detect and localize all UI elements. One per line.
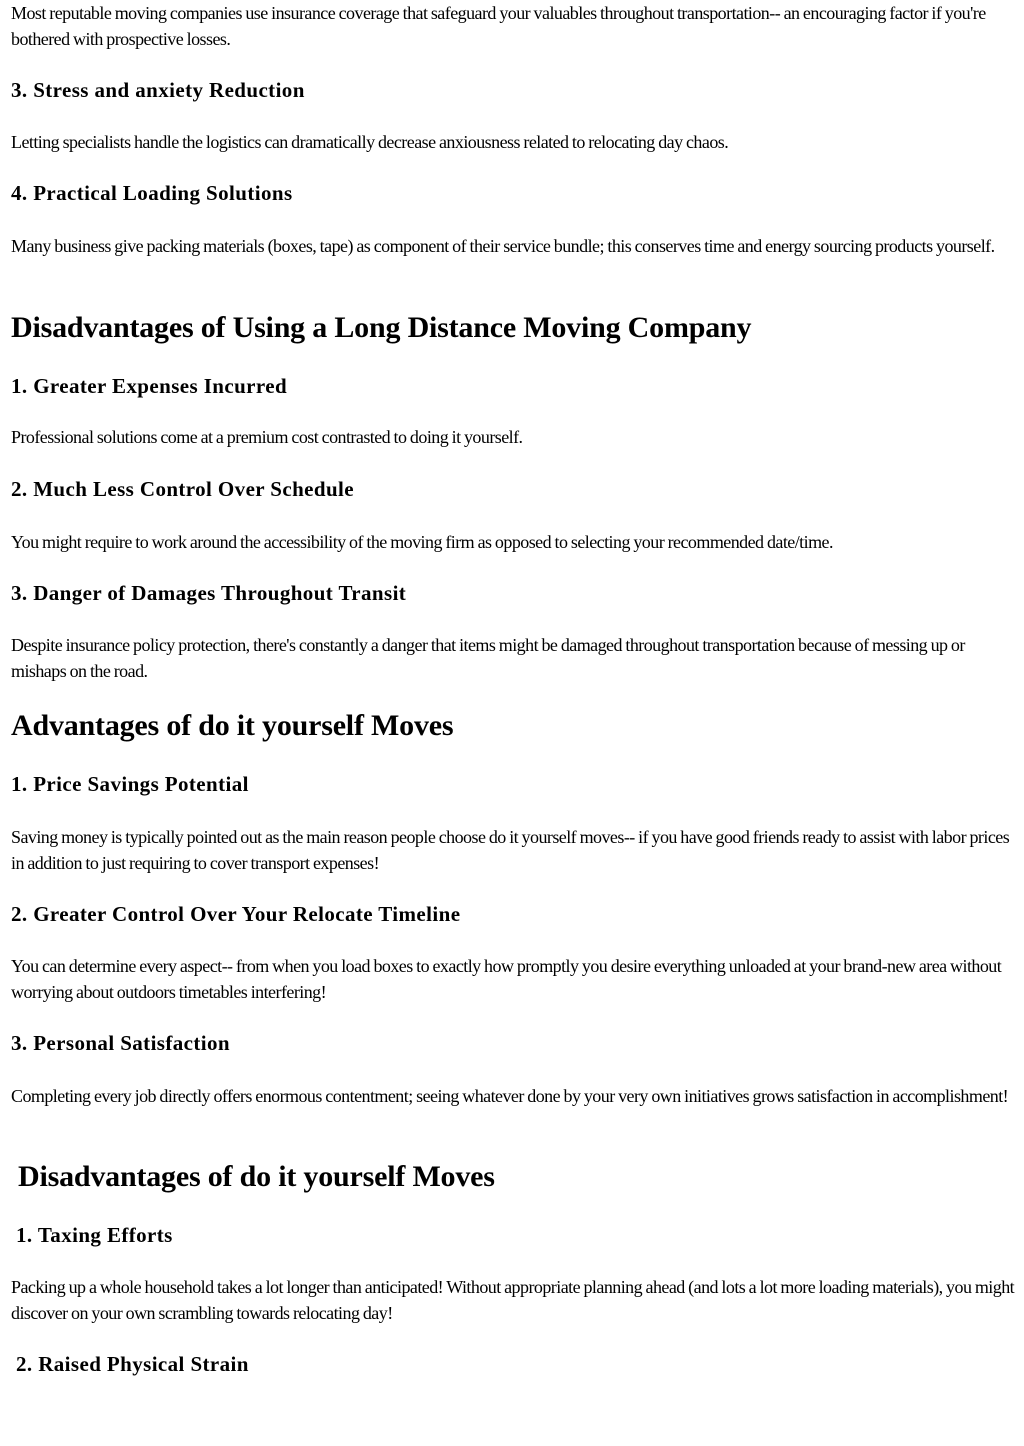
paragraph-price-savings: Saving money is typically pointed out as the main reason people choose do it yourself moves-- if you have good friends ready to assist with labor prices in addition to just requiring to cover transport expenses!	[11, 827, 1010, 873]
paragraph-taxing-efforts: Packing up a whole household takes a lot longer than anticipated! Without appropriate planning ahead (and lots a lot more loading materials), you might discover on your own scrambling towards relocating day!	[11, 1277, 1015, 1323]
heading-physical-strain: 2. Raised Physical Strain	[16, 1352, 249, 1376]
heading-greater-control-timeline: 2. Greater Control Over Your Relocate Timeline	[11, 902, 461, 926]
paragraph-insurance-coverage: Most reputable moving companies use insurance coverage that safeguard your valuables throughout transportation-- an encouraging factor if you're bothered with prospective losses.	[11, 3, 986, 49]
heading-less-control-schedule: 2. Much Less Control Over Schedule	[11, 477, 354, 501]
heading-advantages-diy: Advantages of do it yourself Moves	[11, 709, 454, 742]
paragraph-greater-control-timeline: You can determine every aspect-- from when you load boxes to exactly how promptly you desire everything unloaded at your brand-new area without worrying about outdoors timetables interfering!	[11, 956, 1002, 1002]
heading-stress-reduction: 3. Stress and anxiety Reduction	[11, 78, 305, 102]
paragraph-personal-satisfaction: Completing every job directly offers enormous contentment; seeing whatever done by your very own initiatives grows satisfaction in accomplishment!	[11, 1086, 1009, 1106]
heading-taxing-efforts: 1. Taxing Efforts	[16, 1223, 173, 1247]
paragraph-stress-reduction: Letting specialists handle the logistics can dramatically decrease anxiousness related to relocating day chaos.	[11, 132, 729, 152]
heading-greater-expenses: 1. Greater Expenses Incurred	[11, 374, 288, 398]
paragraph-loading-solutions: Many business give packing materials (boxes, tape) as component of their service bundle; this conserves time and energy sourcing products yourself.	[11, 236, 995, 256]
heading-disadvantages-moving-company: Disadvantages of Using a Long Distance Moving Company	[11, 311, 752, 344]
paragraph-greater-expenses: Professional solutions come at a premium cost contrasted to doing it yourself.	[11, 427, 523, 447]
heading-danger-damages: 3. Danger of Damages Throughout Transit	[11, 581, 407, 605]
heading-disadvantages-diy: Disadvantages of do it yourself Moves	[18, 1160, 495, 1193]
heading-personal-satisfaction: 3. Personal Satisfaction	[11, 1031, 231, 1055]
paragraph-danger-damages: Despite insurance policy protection, there's constantly a danger that items might be damaged throughout transportation because of messing up or mishaps on the road.	[11, 635, 965, 681]
heading-price-savings: 1. Price Savings Potential	[11, 772, 249, 796]
paragraph-less-control-schedule: You might require to work around the accessibility of the moving firm as opposed to selecting your recommended date/time.	[11, 532, 833, 552]
heading-loading-solutions: 4. Practical Loading Solutions	[11, 181, 293, 205]
